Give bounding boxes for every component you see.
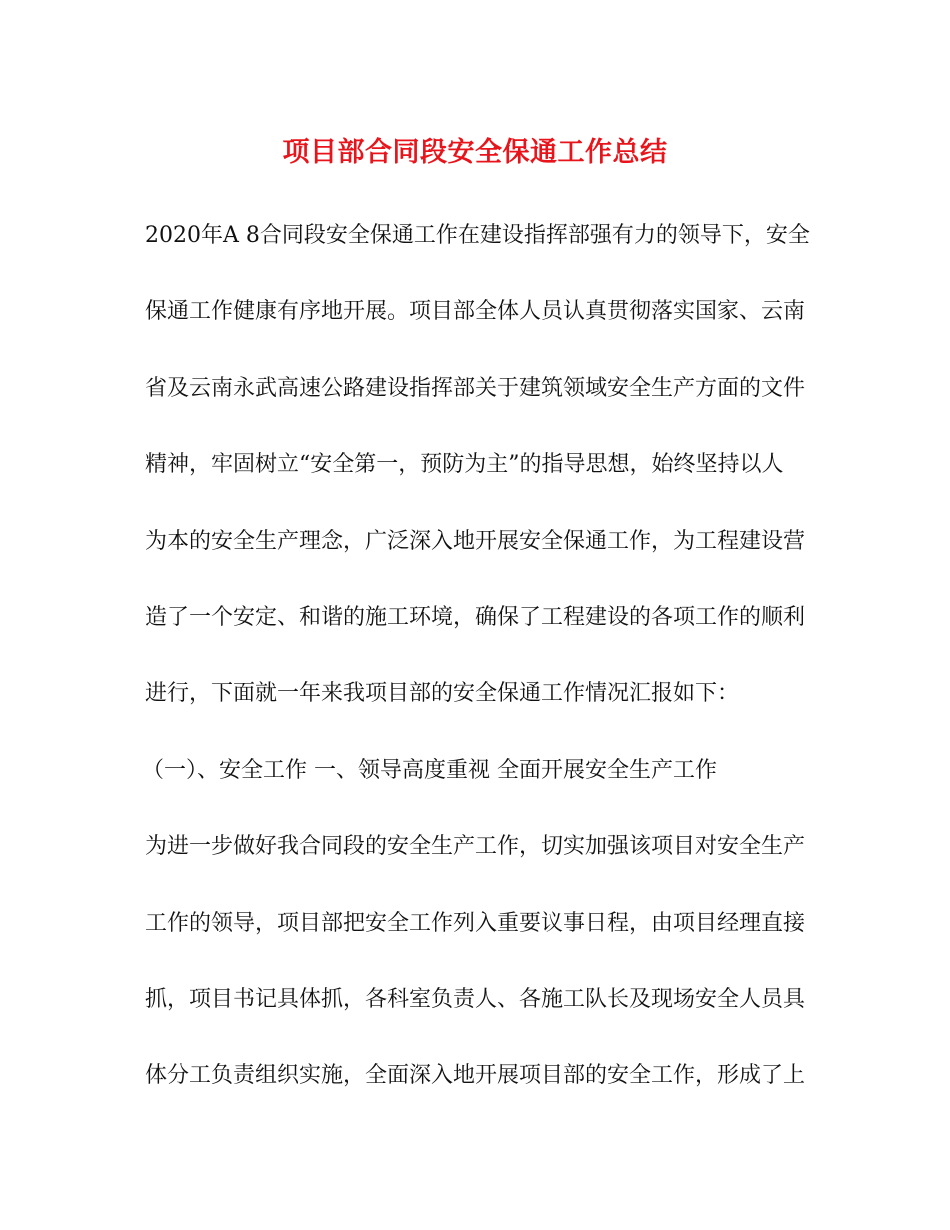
document-title: 项目部合同段安全保通工作总结: [282, 137, 668, 168]
body-line: 省及云南永武高速公路建设指挥部关于建筑领域安全生产方面的文件: [145, 375, 806, 401]
body-line: 抓，项目书记具体抓，各科室负责人、各施工队长及现场安全人员具: [145, 986, 806, 1012]
body-line: 保通工作健康有序地开展。项目部全体人员认真贯彻落实国家、云南: [145, 299, 806, 325]
body-line: 进行，下面就一年来我项目部的安全保通工作情况汇报如下：: [145, 681, 740, 707]
document-body: [142, 214, 810, 1131]
body-line: 为进一步做好我合同段的安全生产工作，切实加强该项目对安全生产: [145, 834, 806, 860]
body-line: 为本的安全生产理念，广泛深入地开展安全保通工作，为工程建设营: [145, 528, 806, 554]
section-heading: （一）、安全工作 一、领导高度重视 全面开展安全生产工作: [142, 757, 717, 783]
body-line: 2020年A 8合同段安全保通工作在建设指挥部强有力的领导下，安全: [145, 223, 810, 248]
body-line: 工作的领导，项目部把安全工作列入重要议事日程，由项目经理直接: [145, 910, 806, 936]
body-line: 造了一个安定、和谐的施工环境，确保了工程建设的各项工作的顺利: [145, 604, 806, 630]
body-line: 精神，牢固树立“安全第一，预防为主”的指导思想，始终坚持以人: [145, 452, 784, 478]
body-line: 体分工负责组织实施，全面深入地开展项目部的安全工作，形成了上: [145, 1063, 806, 1089]
